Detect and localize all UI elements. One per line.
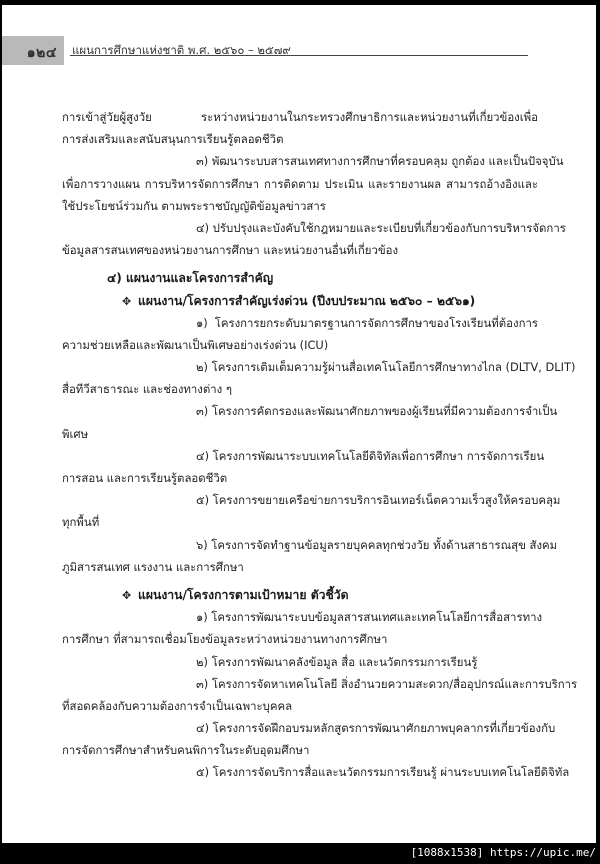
- list-item-line: ใช้ประโยชน์ร่วมกัน ตามพระราชบัญญัติข้อมูลข่าวสาร: [62, 198, 326, 213]
- list-item-line: ทุกพื้นที่: [62, 515, 100, 530]
- list-item-first-line: ๔) ปรับปรุงและบังคับใช้กฎหมายและระเบียบที่เกี่ยวข้องกับการบริหารจัดการ: [196, 220, 566, 235]
- list-item-line: การศึกษา ที่สามารถเชื่อมโยงข้อมูลระหว่างหน่วยงานทางการศึกษา: [62, 632, 388, 647]
- list-item-first-line: ๒) โครงการพัฒนาคลังข้อมูล สื่อ และนวัตกรรมการเรียนรู้: [196, 654, 478, 669]
- list-item-first-line: ๔) โครงการพัฒนาระบบเทคโนโลยีดิจิทัลเพื่อการศึกษา การจัดการเรียน: [196, 448, 545, 463]
- list-item-line: ที่สอดคล้องกับความต้องการจำเป็นเฉพาะบุคคล: [62, 698, 293, 713]
- list-item-first-line: ๕) โครงการขยายเครือข่ายการบริการอินเทอร์เน็ตความเร็วสูงให้ครอบคลุม: [196, 493, 561, 508]
- group-heading: [62, 584, 538, 606]
- running-title: แผนการศึกษาแห่งชาติ พ.ศ. ๒๕๖๐ – ๒๕๗๙: [72, 43, 291, 57]
- list-item-first-line: ๕) โครงการจัดบริการสื่อและนวัตกรรมการเรียนรู้ ผ่านระบบเทคโนโลยีดิจิทัล: [196, 765, 570, 780]
- list-item-first-line: ๒) โครงการเติมเต็มความรู้ผ่านสื่อเทคโนโลยีการศึกษาทางไกล (DLTV, DLIT): [196, 360, 576, 375]
- list-item-line: สื่อทีวีสาธารณะ และช่องทางต่าง ๆ: [62, 382, 232, 397]
- list-item-line: ภูมิสารสนเทศ แรงงาน และการศึกษา: [62, 559, 244, 574]
- document-body: [62, 106, 578, 784]
- paragraph-line: การส่งเสริมและสนับสนุนการเรียนรู้ตลอดชีวิต: [62, 132, 284, 147]
- group-heading-text: แผนงาน/โครงการตามเป้าหมาย ตัวชี้วัด: [138, 587, 349, 602]
- page-number-box: [2, 36, 64, 65]
- paragraph-line: การเข้าสู่วัยผู้สูงวัย ระหว่างหน่วยงานในกระทรวงศึกษาธิการและหน่วยงานที่เกี่ยวข้องเพื่อ: [62, 110, 538, 124]
- header-rule: [70, 55, 528, 56]
- section-heading: ๔) แผนงานและโครงการสำคัญ: [107, 271, 274, 286]
- list-item-first-line: ๔) โครงการจัดฝึกอบรมหลักสูตรการพัฒนาศักยภาพบุคลากรที่เกี่ยวข้องกับ: [196, 721, 556, 736]
- list-item-line: ข้อมูลสารสนเทศของหน่วยงานการศึกษา และหน่วยงานอื่นที่เกี่ยวข้อง: [62, 243, 399, 258]
- list-item-first-line: ๑) โครงการยกระดับมาตรฐานการจัดการศึกษาของโรงเรียนที่ต้องการ: [196, 315, 538, 330]
- page-number: ๑๒๔: [26, 45, 57, 61]
- list-item-first-line: ๑) โครงการพัฒนาระบบข้อมูลสารสนเทศและเทคโนโลยีการสื่อสารทาง: [196, 610, 543, 625]
- list-item-first-line: ๓) พัฒนาระบบสารสนเทศทางการศึกษาที่ครอบคลุม ถูกต้อง และเป็นปัจจุบัน: [196, 154, 564, 169]
- fleuron-bullet-icon: ✥: [122, 588, 132, 602]
- group-heading-text: แผนงาน/โครงการสำคัญเร่งด่วน (ปีงบประมาณ ๒๕๖๐ – ๒๕๖๑): [138, 293, 476, 308]
- list-item-first-line: ๓) โครงการคัดกรองและพัฒนาศักยภาพของผู้เรียนที่มีความต้องการจำเป็น: [196, 404, 558, 419]
- list-item-first-line: ๖) โครงการจัดทำฐานข้อมูลรายบุคคลทุกช่วงวัย ทั้งด้านสาธารณสุข สังคม: [196, 537, 558, 552]
- list-item-first-line: ๓) โครงการจัดหาเทคโนโลยี สิ่งอำนวยความสะดวก/สื่ออุปกรณ์และการบริการ: [196, 676, 578, 691]
- list-item-line: ความช่วยเหลือและพัฒนาเป็นพิเศษอย่างเร่งด่วน (ICU): [62, 337, 329, 352]
- document-page: [2, 5, 596, 843]
- image-size-tag: [1088x1538] https://upic.me/: [410, 846, 596, 859]
- list-item-line: การจัดการศึกษาสำหรับคนพิการในระดับอุดมศึกษา: [62, 743, 310, 758]
- list-item-line: พิเศษ: [62, 426, 89, 441]
- group-heading: [62, 290, 538, 312]
- fleuron-bullet-icon: ✥: [122, 294, 132, 308]
- list-item-line: เพื่อการวางแผน การบริหารจัดการศึกษา การติดตาม ประเมิน และรายงานผล สามารถอ้างอิงและ: [62, 176, 538, 191]
- list-item-line: การสอน และการเรียนรู้ตลอดชีวิต: [62, 471, 228, 485]
